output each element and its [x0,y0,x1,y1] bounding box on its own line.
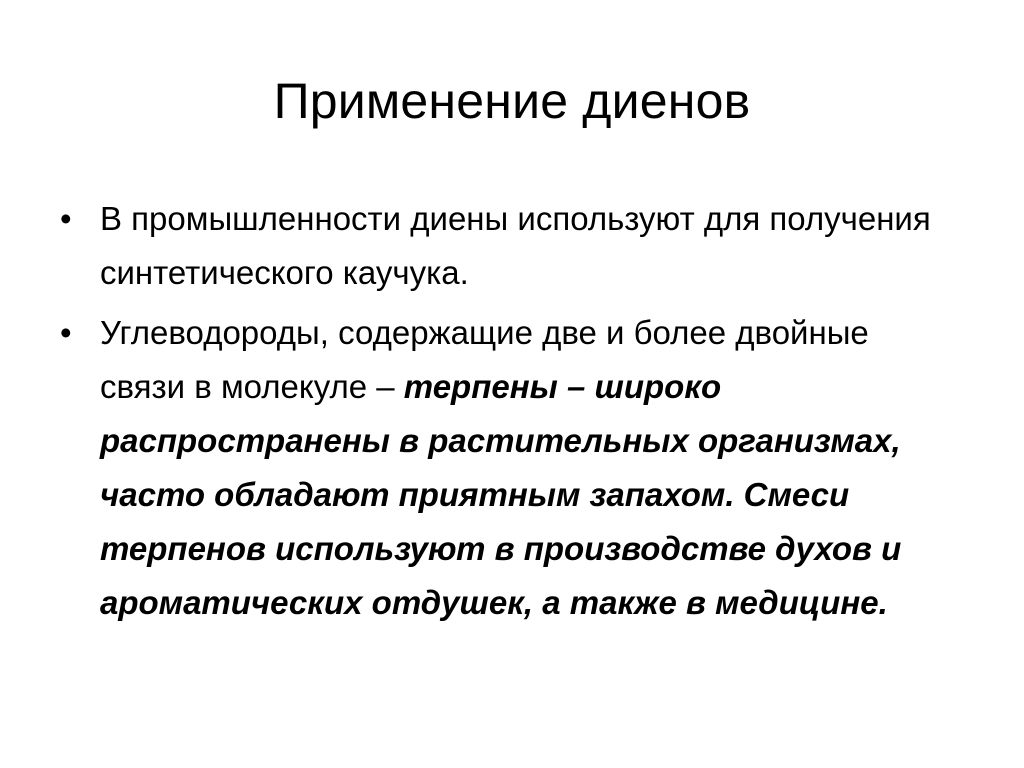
bullet-text-plain: Углеводороды, содержащие две и более двойные связи в молекуле – [100,314,869,405]
bullet-icon: • [60,200,72,237]
slide-title: Применение диенов [273,73,751,129]
bullet-item-2 [60,306,960,630]
bullet-item-1 [60,192,960,300]
bullet-text: В промышленности диены используют для получения синтетического каучука. [100,200,931,291]
bullet-text-emphasis: терпены – широко распространены в растительных организмах, часто обладают приятным запахом. Смеси терпенов используют в производстве духов и ароматических отдушек, а также в медицине. [100,368,902,621]
bullet-icon: • [60,314,72,351]
bullet-list [60,192,960,636]
